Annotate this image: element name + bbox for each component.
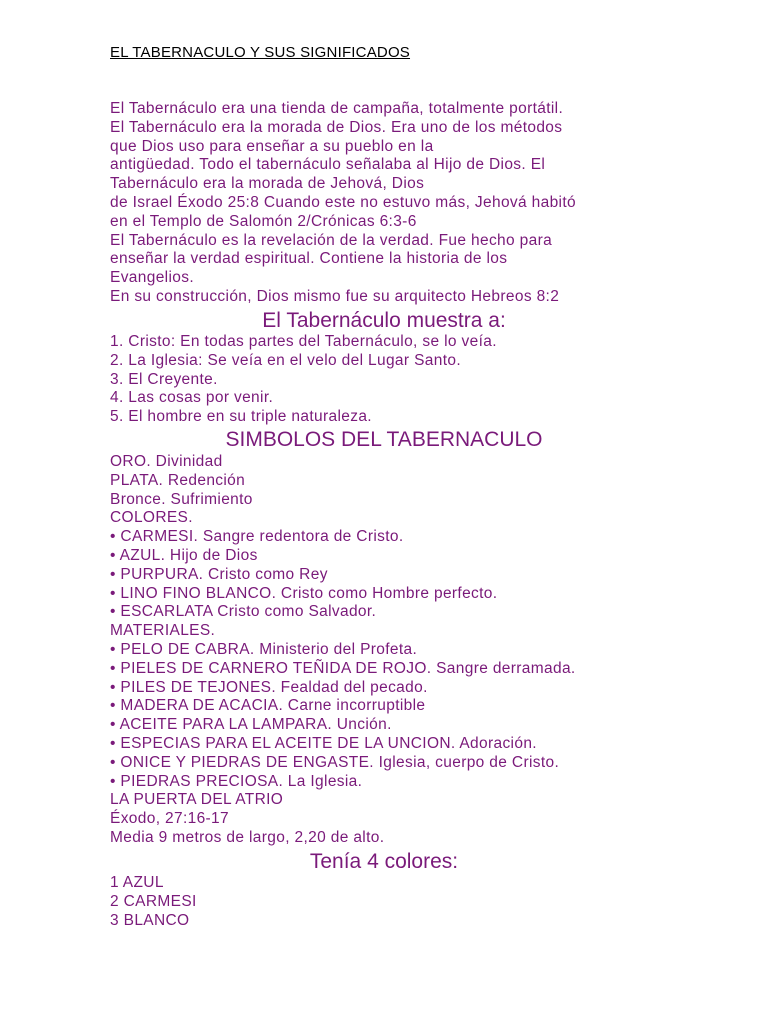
section-heading-colores: Tenía 4 colores: — [309, 850, 459, 873]
list-item: PLATA. Redención — [110, 471, 246, 489]
list-item: • CARMESI. Sangre redentora de Cristo. — [110, 528, 404, 546]
intro-line: Evangelios. — [110, 269, 194, 287]
intro-line: antigüedad. Todo el tabernáculo señalaba al Hijo de Dios. El — [110, 156, 546, 174]
section-heading-muestra: El Tabernáculo muestra a: — [262, 309, 506, 332]
list-item: 4. Las cosas por venir. — [110, 389, 274, 407]
list-item: • MADERA DE ACACIA. Carne incorruptible — [110, 697, 426, 715]
list-item: Media 9 metros de largo, 2,20 de alto. — [110, 828, 385, 846]
list-item: 1. Cristo: En todas partes del Tabernáculo, se lo veía. — [110, 333, 497, 350]
list-item: • ESPECIAS PARA EL ACEITE DE LA UNCION. Adoración. — [110, 734, 537, 752]
colores-list — [110, 874, 670, 930]
intro-line: Tabernáculo era la morada de Jehová, Dios — [110, 175, 425, 193]
simbolos-list — [110, 453, 670, 848]
list-item: • ACEITE PARA LA LAMPARA. Unción. — [110, 716, 392, 734]
section-heading-simbolos: SIMBOLOS DEL TABERNACULO — [225, 428, 543, 451]
document-title: EL TABERNACULO Y SUS SIGNIFICADOS — [110, 44, 411, 61]
list-item: • PIEDRAS PRECIOSA. La Iglesia. — [110, 772, 363, 790]
intro-line: de Israel Éxodo 25:8 Cuando este no estuvo más, Jehová habitó — [110, 193, 576, 211]
list-item: • PILES DE TEJONES. Fealdad del pecado. — [110, 678, 428, 696]
intro-line: El Tabernáculo era una tienda de campaña, totalmente portátil. — [110, 100, 564, 117]
list-item: 3. El Creyente. — [110, 370, 218, 388]
list-item: • LINO FINO BLANCO. Cristo como Hombre perfecto. — [110, 584, 498, 602]
list-item: • PURPURA. Cristo como Rey — [110, 565, 328, 583]
list-item: Éxodo, 27:16-17 — [110, 810, 230, 828]
list-item: Bronce. Sufrimiento — [110, 490, 253, 508]
list-item: • PELO DE CABRA. Ministerio del Profeta. — [110, 640, 418, 658]
list-item: • PIELES DE CARNERO TEÑIDA DE ROJO. Sangre derramada. — [110, 659, 576, 677]
list-item: 2 CARMESI — [110, 892, 197, 910]
list-item: 1 AZUL — [110, 874, 164, 891]
list-item: 2. La Iglesia: Se veía en el velo del Lugar Santo. — [110, 351, 461, 369]
list-item: LA PUERTA DEL ATRIO — [110, 791, 284, 809]
list-item: ORO. Divinidad — [110, 453, 223, 470]
list-item: 3 BLANCO — [110, 911, 190, 929]
intro-line: El Tabernáculo es la revelación de la verdad. Fue hecho para — [110, 231, 553, 249]
intro-line: enseñar la verdad espiritual. Contiene la historia de los — [110, 250, 508, 268]
intro-line: El Tabernáculo era la morada de Dios. Era uno de los métodos — [110, 118, 563, 136]
muestra-list — [110, 333, 670, 427]
list-item: • ONICE Y PIEDRAS DE ENGASTE. Iglesia, cuerpo de Cristo. — [110, 753, 560, 771]
list-item: COLORES. — [110, 509, 193, 527]
list-item: 5. El hombre en su triple naturaleza. — [110, 408, 372, 426]
intro-line: en el Templo de Salomón 2/Crónicas 6:3-6 — [110, 212, 417, 230]
list-item: MATERIALES. — [110, 622, 216, 640]
intro-line: En su construcción, Dios mismo fue su arquitecto Hebreos 8:2 — [110, 287, 560, 305]
intro-paragraph — [110, 100, 650, 307]
list-item: • ESCARLATA Cristo como Salvador. — [110, 603, 377, 621]
intro-line: que Dios uso para enseñar a su pueblo en la — [110, 137, 434, 155]
list-item: • AZUL. Hijo de Dios — [110, 546, 258, 564]
